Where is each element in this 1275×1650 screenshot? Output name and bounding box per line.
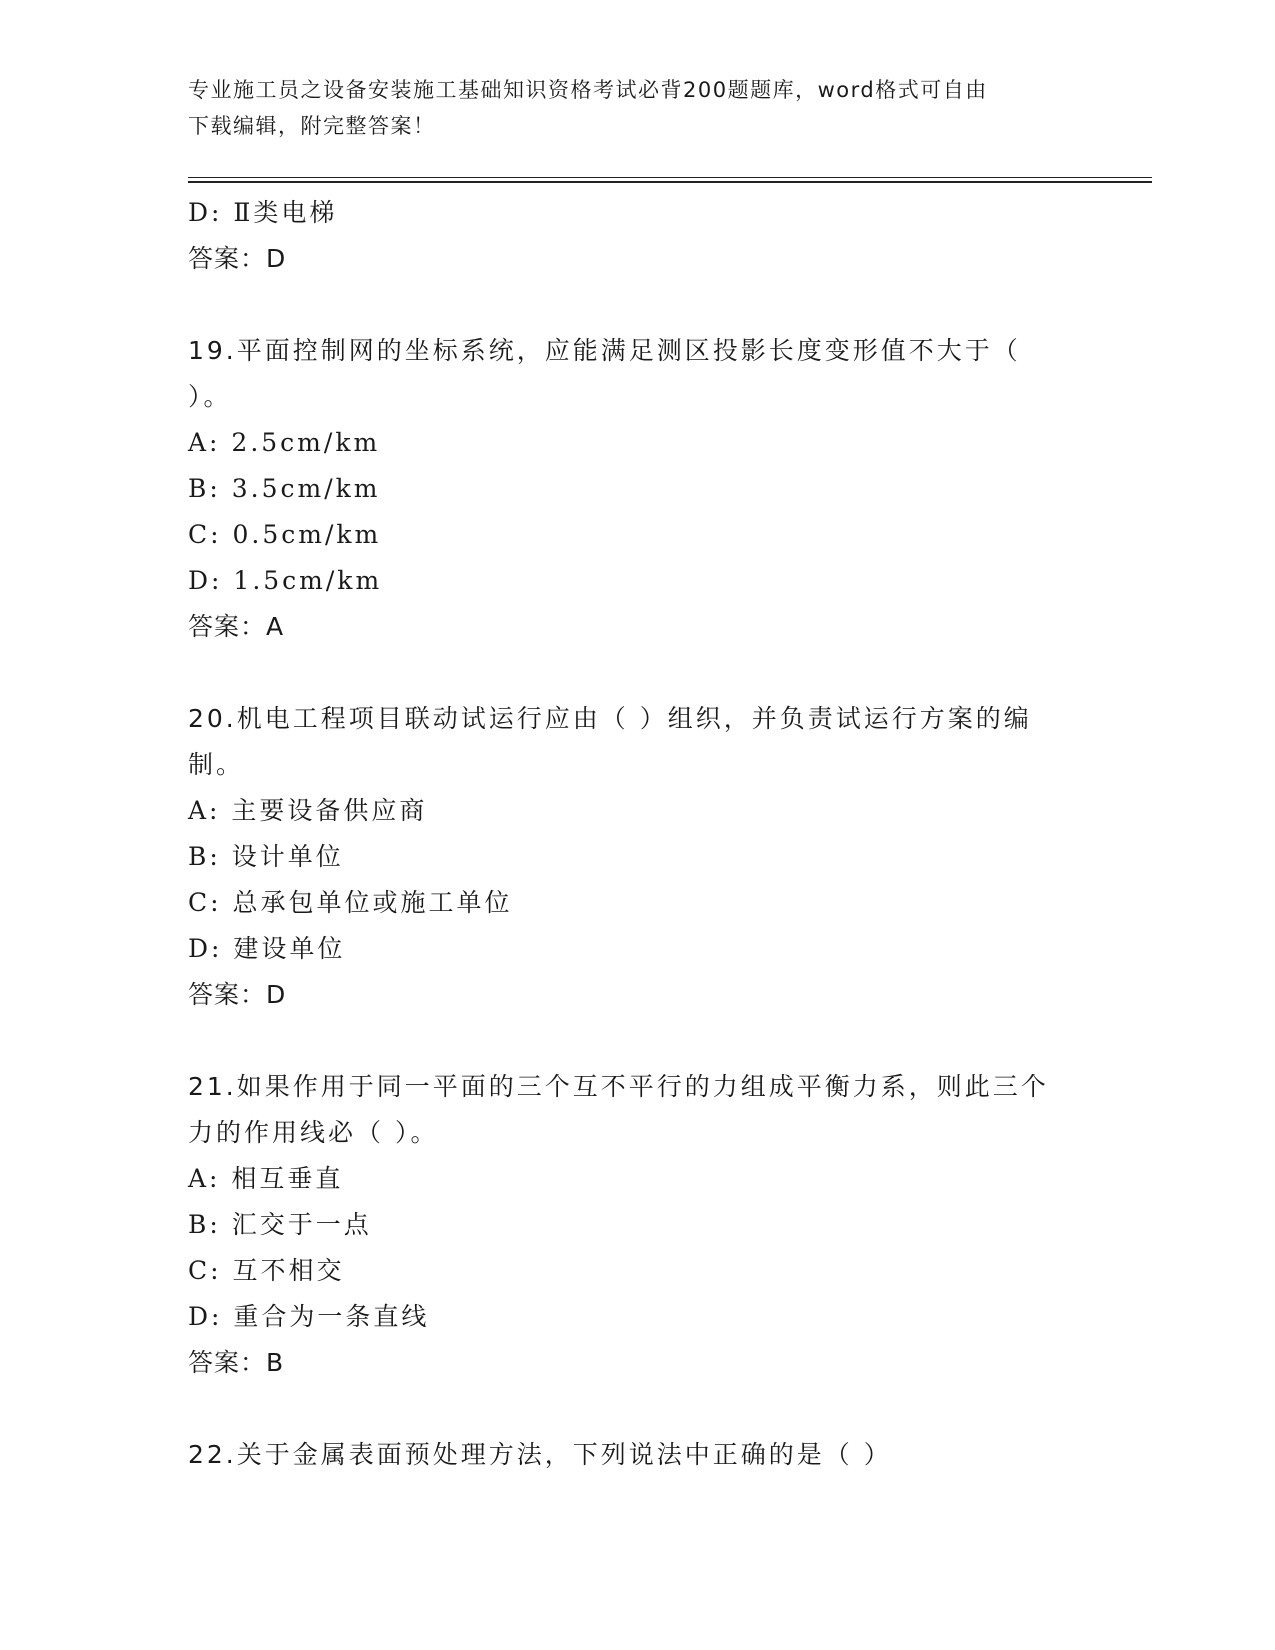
option-b: B: 设计单位 [188,842,344,871]
question-stem-continued: 制。 [188,750,245,779]
question-19 [188,328,1088,650]
answer-line: 答案：A [188,612,285,641]
header-title-line-2: 下载编辑，附完整答案！ [188,114,436,138]
question-21 [188,1064,1088,1386]
answer-line: 答案：B [188,1348,285,1377]
option-a: A: 相互垂直 [188,1164,344,1193]
option-b: B: 3.5cm/km [188,474,381,503]
spacer [188,1386,1088,1432]
option-d: D: 1.5cm/km [188,566,383,595]
question-22 [188,1432,1088,1478]
answer-line: 答案：D [188,244,287,273]
answer-line: 答案：D [188,980,287,1009]
question-stem-continued: 力的作用线必（ ）。 [188,1118,439,1147]
question-fragment [188,190,1088,282]
option-d: D: 建设单位 [188,934,346,963]
question-20 [188,696,1088,1018]
question-stem: 20.机电工程项目联动试运行应由（ ）组织，并负责试运行方案的编 [188,704,1032,733]
header-divider-thick [188,181,1152,183]
option-c: C: 互不相交 [188,1256,345,1285]
document-header [188,72,1088,144]
option-c: C: 总承包单位或施工单位 [188,888,513,917]
document-body [188,190,1088,1478]
question-stem-continued: ）。 [188,382,232,411]
option-d: D: Ⅱ类电梯 [188,198,338,227]
question-stem: 21.如果作用于同一平面的三个互不平行的力组成平衡力系，则此三个 [188,1072,1049,1101]
header-title-line-1: 专业施工员之设备安装施工基础知识资格考试必背200题题库，word格式可自由 [188,78,988,102]
spacer [188,282,1088,328]
option-a: A: 2.5cm/km [188,428,381,457]
option-b: B: 汇交于一点 [188,1210,372,1239]
option-c: C: 0.5cm/km [188,520,382,549]
spacer [188,650,1088,696]
option-d: D: 重合为一条直线 [188,1302,430,1331]
question-stem: 22.关于金属表面预处理方法，下列说法中正确的是（ ） [188,1440,892,1469]
question-stem: 19.平面控制网的坐标系统，应能满足测区投影长度变形值不大于（ [188,336,1021,365]
header-divider-thin [188,177,1152,178]
option-a: A: 主要设备供应商 [188,796,428,825]
spacer [188,1018,1088,1064]
